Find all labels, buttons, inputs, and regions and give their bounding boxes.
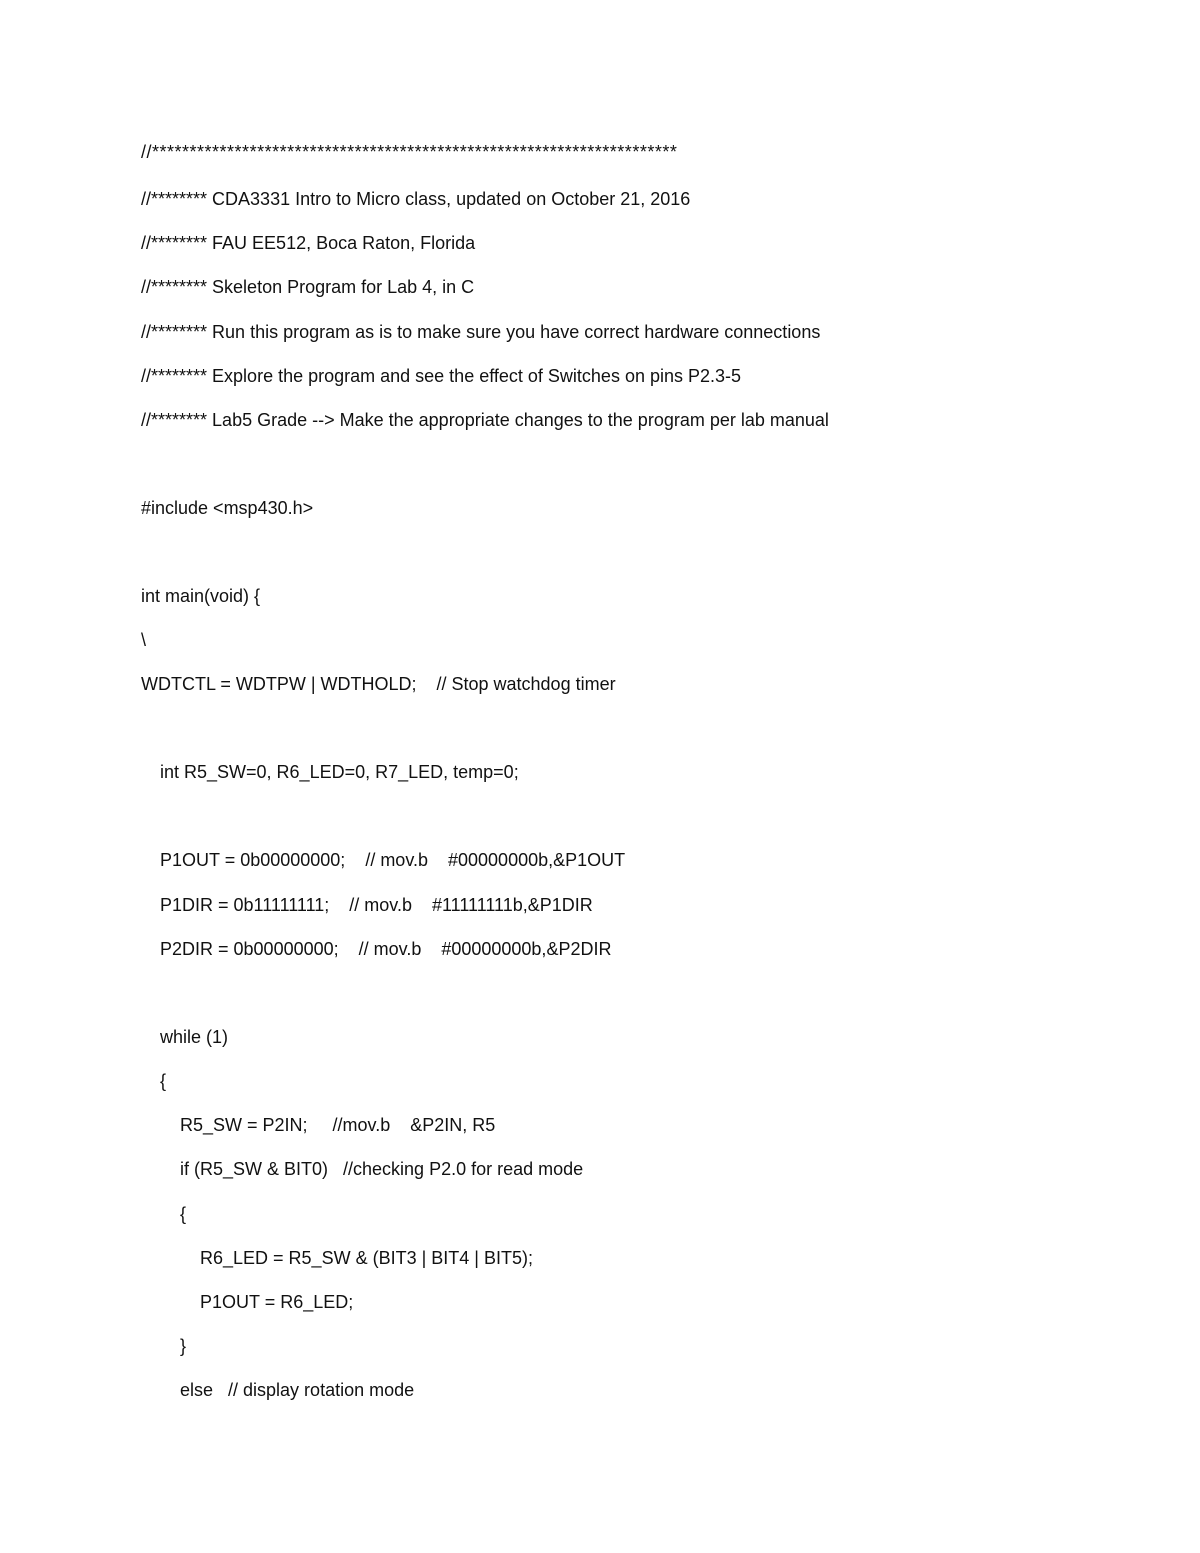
backslash-line: \: [141, 630, 147, 650]
if-open-brace: {: [180, 1204, 187, 1224]
while-line: while (1): [160, 1027, 229, 1047]
header-line-run: //******** Run this program as is to make sure you have correct hardware connections: [141, 322, 821, 342]
header-line-location: //******** FAU EE512, Boca Raton, Florida: [141, 233, 476, 253]
header-line-skeleton: //******** Skeleton Program for Lab 4, in C: [141, 277, 475, 297]
if-line: if (R5_SW & BIT0) //checking P2.0 for read mode: [180, 1159, 584, 1179]
while-open-brace: {: [160, 1071, 167, 1091]
main-decl-line: int main(void) {: [141, 586, 261, 606]
else-line: else // display rotation mode: [180, 1380, 415, 1400]
header-line-grade: //******** Lab5 Grade --> Make the appropriate changes to the program per lab manual: [141, 410, 829, 430]
header-line-course: //******** CDA3331 Intro to Micro class, updated on October 21, 2016: [141, 189, 691, 209]
p1dir-init-line: P1DIR = 0b11111111; // mov.b #11111111b,&P1DIR: [160, 895, 593, 915]
p1out-assign-line: P1OUT = R6_LED;: [200, 1292, 354, 1312]
p1out-init-line: P1OUT = 0b00000000; // mov.b #00000000b,&P1OUT: [160, 850, 626, 870]
led-assign-line: R6_LED = R5_SW & (BIT3 | BIT4 | BIT5);: [200, 1248, 533, 1268]
vars-line: int R5_SW=0, R6_LED=0, R7_LED, temp=0;: [160, 762, 519, 782]
header-line-explore: //******** Explore the program and see the effect of Switches on pins P2.3-5: [141, 366, 742, 386]
read-switch-line: R5_SW = P2IN; //mov.b &P2IN, R5: [180, 1115, 496, 1135]
wdt-line: WDTCTL = WDTPW | WDTHOLD; // Stop watchdog timer: [141, 674, 616, 694]
header-line-stars: //**********************************************************************: [141, 142, 678, 162]
include-line: #include <msp430.h>: [141, 498, 314, 518]
if-close-brace: }: [180, 1336, 187, 1356]
p2dir-init-line: P2DIR = 0b00000000; // mov.b #00000000b,&P2DIR: [160, 939, 612, 959]
